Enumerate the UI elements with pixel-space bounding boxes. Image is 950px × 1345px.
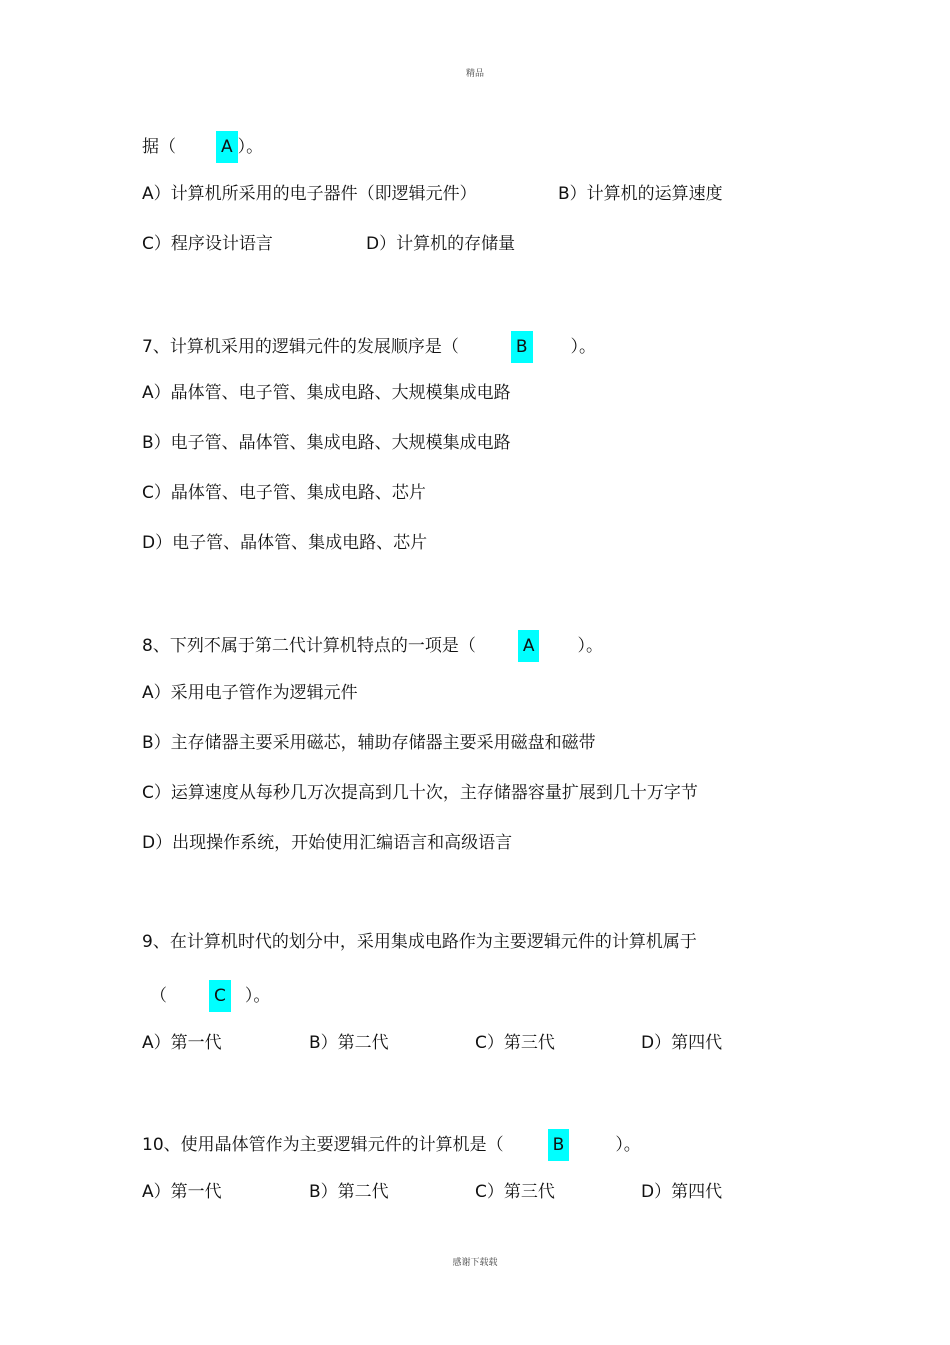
- q6-answer: A: [216, 131, 238, 163]
- q8-option-c: C）运算速度从每秒几万次提高到几十次，主存储器容量扩展到几十万字节: [142, 783, 698, 803]
- q6-option-b: B）计算机的运算速度: [558, 184, 723, 204]
- q9-stem-tail: ）。: [244, 986, 271, 1006]
- q9-stem-head: （: [150, 986, 167, 1006]
- q9-stem-line1: 9、在计算机时代的划分中，采用集成电路作为主要逻辑元件的计算机属于: [142, 932, 697, 952]
- q6-option-a: A）计算机所采用的电子器件（即逻辑元件）: [142, 184, 477, 204]
- q6-stem-tail: ）。: [237, 137, 264, 157]
- q7-stem-tail: ）。: [570, 337, 596, 357]
- q8-option-a: A）采用电子管作为逻辑元件: [142, 683, 358, 703]
- q10-option-c: C）第三代: [475, 1182, 555, 1202]
- q8-option-d: D）出现操作系统，开始使用汇编语言和高级语言: [142, 833, 513, 853]
- q9-answer: C: [209, 980, 231, 1012]
- q10-option-a: A）第一代: [142, 1182, 222, 1202]
- q9-option-b: B）第二代: [309, 1033, 389, 1053]
- q10-option-b: B）第二代: [309, 1182, 389, 1202]
- q9-stem: [150, 980, 270, 1012]
- q6-stem: [142, 131, 263, 163]
- q8-stem: [142, 630, 603, 662]
- q8-stem-tail: ）。: [577, 636, 603, 656]
- q10-answer: B: [548, 1129, 570, 1161]
- q7-option-a: A）晶体管、电子管、集成电路、大规模集成电路: [142, 383, 511, 403]
- q10-stem-tail: ）。: [615, 1135, 641, 1155]
- q8-option-b: B）主存储器主要采用磁芯，辅助存储器主要采用磁盘和磁带: [142, 733, 596, 753]
- q7-option-b: B）电子管、晶体管、集成电路、大规模集成电路: [142, 433, 511, 453]
- q7-stem-head: 7、计算机采用的逻辑元件的发展顺序是（: [142, 337, 459, 357]
- q7-option-d: D）电子管、晶体管、集成电路、芯片: [142, 533, 428, 553]
- q7-option-c: C）晶体管、电子管、集成电路、芯片: [142, 483, 426, 503]
- q6-option-d: D）计算机的存储量: [366, 234, 516, 254]
- q10-stem-head: 10、使用晶体管作为主要逻辑元件的计算机是（: [142, 1135, 504, 1155]
- q6-option-c: C）程序设计语言: [142, 234, 273, 254]
- q7-stem: [142, 331, 596, 363]
- q9-option-c: C）第三代: [475, 1033, 555, 1053]
- page-header: 精品: [465, 69, 484, 79]
- q9-option-a: A）第一代: [142, 1033, 222, 1053]
- q10-option-d: D）第四代: [641, 1182, 723, 1202]
- q6-stem-head: 据（: [142, 137, 176, 157]
- q8-stem-head: 8、下列不属于第二代计算机特点的一项是（: [142, 636, 476, 656]
- page-footer: 感谢下载载: [452, 1258, 498, 1268]
- q7-answer: B: [511, 331, 533, 363]
- q8-answer: A: [518, 630, 540, 662]
- q10-stem: [142, 1129, 641, 1161]
- q9-option-d: D）第四代: [641, 1033, 723, 1053]
